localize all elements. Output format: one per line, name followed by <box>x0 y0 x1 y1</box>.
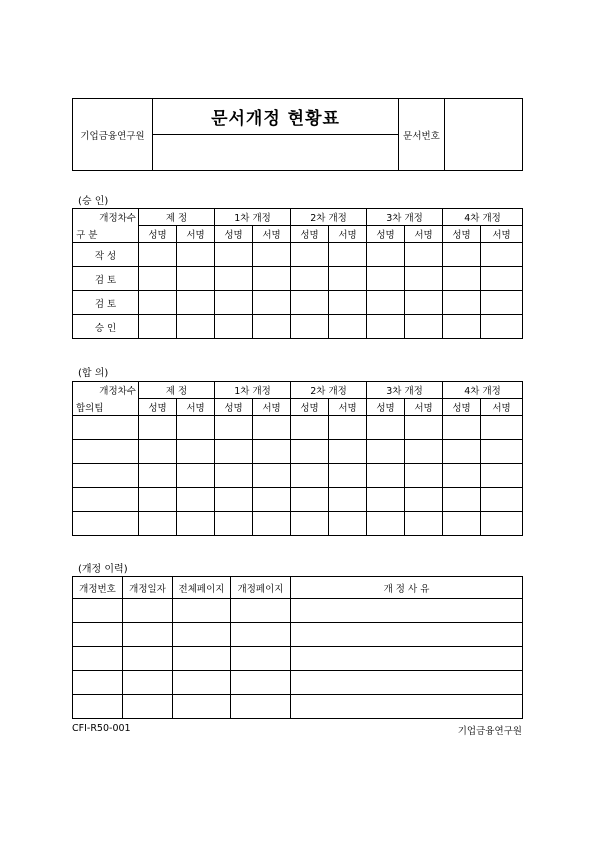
history-rev-no-cell[interactable] <box>73 695 123 719</box>
agreement-team-cell[interactable] <box>73 440 139 464</box>
approval-rev-2: 2차 개정 <box>291 209 367 226</box>
history-reason-cell[interactable] <box>291 599 523 623</box>
history-rev-no-cell[interactable] <box>73 623 123 647</box>
agreement-name-cell[interactable] <box>215 440 253 464</box>
agreement-table <box>72 381 523 536</box>
agreement-signature-cell[interactable] <box>253 488 291 512</box>
history-table <box>72 576 523 719</box>
approval-row <box>73 243 523 267</box>
agreement-rev-1: 1차 개정 <box>215 382 291 399</box>
agreement-team-cell[interactable] <box>73 464 139 488</box>
approval-name-cell[interactable] <box>367 291 405 315</box>
approval-signature-cell[interactable] <box>481 243 523 267</box>
agreement-corner-top: 개정차수 <box>99 386 136 397</box>
agreement-signature-cell[interactable] <box>177 464 215 488</box>
approval-name-cell[interactable] <box>443 267 481 291</box>
approval-name-cell[interactable] <box>367 243 405 267</box>
approval-signature-cell[interactable] <box>481 291 523 315</box>
approval-row-label: 검 토 <box>73 267 139 291</box>
approval-signature-cell[interactable] <box>329 243 367 267</box>
approval-name-cell[interactable] <box>367 315 405 339</box>
agreement-signature-cell[interactable] <box>329 488 367 512</box>
agreement-signature-cell[interactable] <box>177 440 215 464</box>
approval-sub-name: 성명 <box>291 226 329 243</box>
approval-name-cell[interactable] <box>443 291 481 315</box>
history-rev-pages-cell[interactable] <box>231 599 291 623</box>
approval-name-cell[interactable] <box>215 315 253 339</box>
agreement-signature-cell[interactable] <box>481 464 523 488</box>
agreement-name-cell[interactable] <box>215 512 253 536</box>
agreement-row <box>73 416 523 440</box>
approval-signature-cell[interactable] <box>177 243 215 267</box>
approval-sub-name: 성명 <box>139 226 177 243</box>
agreement-signature-cell[interactable] <box>177 416 215 440</box>
approval-sub-name: 성명 <box>215 226 253 243</box>
agreement-section-label: (합 의) <box>78 368 109 379</box>
history-row <box>73 671 523 695</box>
agreement-signature-cell[interactable] <box>177 488 215 512</box>
approval-name-cell[interactable] <box>443 243 481 267</box>
agreement-sub-sign: 서명 <box>177 399 215 416</box>
history-total-pages-cell[interactable] <box>173 647 231 671</box>
approval-row <box>73 315 523 339</box>
header-table <box>72 98 523 171</box>
agreement-name-cell[interactable] <box>367 488 405 512</box>
approval-table <box>72 208 523 339</box>
approval-signature-cell[interactable] <box>177 267 215 291</box>
approval-sub-name: 성명 <box>443 226 481 243</box>
agreement-name-cell[interactable] <box>291 464 329 488</box>
approval-name-cell[interactable] <box>291 267 329 291</box>
history-rev-pages-cell[interactable] <box>231 671 291 695</box>
agreement-corner-cell <box>73 382 139 416</box>
approval-rev-3: 3차 개정 <box>367 209 443 226</box>
agreement-rev-2: 2차 개정 <box>291 382 367 399</box>
approval-sub-sign: 서명 <box>253 226 291 243</box>
agreement-rev-0: 제 정 <box>139 382 215 399</box>
agreement-sub-name: 성명 <box>367 399 405 416</box>
approval-signature-cell[interactable] <box>253 291 291 315</box>
agreement-name-cell[interactable] <box>139 464 177 488</box>
agreement-signature-cell[interactable] <box>329 440 367 464</box>
agreement-name-cell[interactable] <box>139 488 177 512</box>
agreement-signature-cell[interactable] <box>253 512 291 536</box>
agreement-name-cell[interactable] <box>443 416 481 440</box>
approval-signature-cell[interactable] <box>177 291 215 315</box>
approval-signature-cell[interactable] <box>405 267 443 291</box>
history-rev-pages-cell[interactable] <box>231 647 291 671</box>
agreement-team-cell[interactable] <box>73 416 139 440</box>
approval-sub-sign: 서명 <box>481 226 523 243</box>
doc-number-label: 문서번호 <box>399 99 445 171</box>
approval-name-cell[interactable] <box>215 243 253 267</box>
agreement-rev-4: 4차 개정 <box>443 382 523 399</box>
approval-corner-top: 개정차수 <box>99 213 136 224</box>
agreement-signature-cell[interactable] <box>329 512 367 536</box>
agreement-signature-cell[interactable] <box>405 488 443 512</box>
history-header-rev-no: 개정번호 <box>73 577 123 599</box>
agreement-name-cell[interactable] <box>291 512 329 536</box>
agreement-signature-cell[interactable] <box>329 464 367 488</box>
agreement-sub-name: 성명 <box>443 399 481 416</box>
history-rev-no-cell[interactable] <box>73 671 123 695</box>
doc-number-field[interactable] <box>445 99 523 171</box>
agreement-team-cell[interactable] <box>73 488 139 512</box>
agreement-signature-cell[interactable] <box>177 512 215 536</box>
history-total-pages-cell[interactable] <box>173 695 231 719</box>
approval-name-cell[interactable] <box>139 291 177 315</box>
agreement-row <box>73 440 523 464</box>
history-header-rev-date: 개정일자 <box>123 577 173 599</box>
approval-signature-cell[interactable] <box>481 267 523 291</box>
history-row <box>73 647 523 671</box>
org-name: 기업금융연구원 <box>80 130 145 142</box>
history-row <box>73 599 523 623</box>
history-header-total-pages: 전체페이지 <box>173 577 231 599</box>
approval-rev-0: 제 정 <box>139 209 215 226</box>
history-header-reason: 개 정 사 유 <box>291 577 523 599</box>
history-rev-date-cell[interactable] <box>123 647 173 671</box>
approval-signature-cell[interactable] <box>405 315 443 339</box>
agreement-signature-cell[interactable] <box>253 416 291 440</box>
approval-section-label: (승 인) <box>78 196 109 207</box>
agreement-name-cell[interactable] <box>443 464 481 488</box>
agreement-name-cell[interactable] <box>215 464 253 488</box>
approval-name-cell[interactable] <box>291 243 329 267</box>
approval-signature-cell[interactable] <box>405 291 443 315</box>
agreement-signature-cell[interactable] <box>405 512 443 536</box>
approval-row-label: 승 인 <box>73 315 139 339</box>
agreement-sub-sign: 서명 <box>481 399 523 416</box>
agreement-sub-name: 성명 <box>291 399 329 416</box>
history-rev-date-cell[interactable] <box>123 671 173 695</box>
history-reason-cell[interactable] <box>291 647 523 671</box>
agreement-row <box>73 512 523 536</box>
approval-name-cell[interactable] <box>215 291 253 315</box>
history-reason-cell[interactable] <box>291 623 523 647</box>
doc-title: 문서개정 현황표 <box>153 99 399 135</box>
approval-corner-bottom: 구 분 <box>76 230 98 241</box>
agreement-signature-cell[interactable] <box>481 488 523 512</box>
approval-row <box>73 267 523 291</box>
agreement-sub-sign: 서명 <box>253 399 291 416</box>
approval-sub-name: 성명 <box>367 226 405 243</box>
agreement-rev-3: 3차 개정 <box>367 382 443 399</box>
approval-signature-cell[interactable] <box>253 267 291 291</box>
agreement-name-cell[interactable] <box>139 416 177 440</box>
agreement-signature-cell[interactable] <box>481 416 523 440</box>
agreement-signature-cell[interactable] <box>329 416 367 440</box>
approval-name-cell[interactable] <box>139 315 177 339</box>
approval-name-cell[interactable] <box>291 291 329 315</box>
approval-sub-sign: 서명 <box>177 226 215 243</box>
agreement-name-cell[interactable] <box>215 488 253 512</box>
approval-row <box>73 291 523 315</box>
agreement-name-cell[interactable] <box>367 440 405 464</box>
history-reason-cell[interactable] <box>291 671 523 695</box>
agreement-name-cell[interactable] <box>443 440 481 464</box>
approval-signature-cell[interactable] <box>253 315 291 339</box>
subtitle-blank-cell[interactable] <box>153 135 399 171</box>
history-rev-pages-cell[interactable] <box>231 623 291 647</box>
agreement-corner-bottom: 합의팀 <box>76 403 104 414</box>
footer-org-name: 기업금융연구원 <box>457 726 522 737</box>
history-rev-date-cell[interactable] <box>123 623 173 647</box>
history-rev-date-cell[interactable] <box>123 695 173 719</box>
agreement-signature-cell[interactable] <box>253 464 291 488</box>
agreement-name-cell[interactable] <box>291 416 329 440</box>
approval-signature-cell[interactable] <box>405 243 443 267</box>
agreement-name-cell[interactable] <box>291 488 329 512</box>
history-rev-no-cell[interactable] <box>73 599 123 623</box>
agreement-name-cell[interactable] <box>443 488 481 512</box>
approval-name-cell[interactable] <box>443 315 481 339</box>
agreement-team-cell[interactable] <box>73 512 139 536</box>
footer-doc-code: CFI-R50-001 <box>72 723 131 734</box>
agreement-signature-cell[interactable] <box>481 440 523 464</box>
approval-row-label: 검 토 <box>73 291 139 315</box>
history-row <box>73 695 523 719</box>
agreement-name-cell[interactable] <box>139 440 177 464</box>
agreement-sub-sign: 서명 <box>329 399 367 416</box>
approval-signature-cell[interactable] <box>481 315 523 339</box>
history-total-pages-cell[interactable] <box>173 671 231 695</box>
agreement-row <box>73 464 523 488</box>
history-total-pages-cell[interactable] <box>173 623 231 647</box>
approval-row-label: 작 성 <box>73 243 139 267</box>
org-name-cell <box>73 99 153 171</box>
agreement-name-cell[interactable] <box>215 416 253 440</box>
history-total-pages-cell[interactable] <box>173 599 231 623</box>
agreement-signature-cell[interactable] <box>253 440 291 464</box>
agreement-signature-cell[interactable] <box>405 464 443 488</box>
approval-sub-sign: 서명 <box>405 226 443 243</box>
approval-name-cell[interactable] <box>139 267 177 291</box>
agreement-sub-name: 성명 <box>215 399 253 416</box>
approval-rev-4: 4차 개정 <box>443 209 523 226</box>
agreement-sub-sign: 서명 <box>405 399 443 416</box>
agreement-sub-name: 성명 <box>139 399 177 416</box>
agreement-name-cell[interactable] <box>291 440 329 464</box>
approval-rev-1: 1차 개정 <box>215 209 291 226</box>
approval-signature-cell[interactable] <box>329 291 367 315</box>
agreement-name-cell[interactable] <box>367 512 405 536</box>
history-reason-cell[interactable] <box>291 695 523 719</box>
agreement-signature-cell[interactable] <box>405 440 443 464</box>
approval-name-cell[interactable] <box>291 315 329 339</box>
approval-signature-cell[interactable] <box>177 315 215 339</box>
agreement-name-cell[interactable] <box>367 464 405 488</box>
history-rev-date-cell[interactable] <box>123 599 173 623</box>
agreement-signature-cell[interactable] <box>481 512 523 536</box>
agreement-row <box>73 488 523 512</box>
history-rev-pages-cell[interactable] <box>231 695 291 719</box>
approval-name-cell[interactable] <box>367 267 405 291</box>
history-row <box>73 623 523 647</box>
approval-name-cell[interactable] <box>215 267 253 291</box>
agreement-name-cell[interactable] <box>367 416 405 440</box>
approval-sub-sign: 서명 <box>329 226 367 243</box>
agreement-signature-cell[interactable] <box>405 416 443 440</box>
history-header-rev-pages: 개정페이지 <box>231 577 291 599</box>
approval-signature-cell[interactable] <box>253 243 291 267</box>
approval-signature-cell[interactable] <box>329 267 367 291</box>
approval-name-cell[interactable] <box>139 243 177 267</box>
history-rev-no-cell[interactable] <box>73 647 123 671</box>
agreement-name-cell[interactable] <box>443 512 481 536</box>
agreement-name-cell[interactable] <box>139 512 177 536</box>
approval-signature-cell[interactable] <box>329 315 367 339</box>
approval-corner-cell <box>73 209 139 243</box>
history-section-label: (개정 이력) <box>78 564 128 575</box>
